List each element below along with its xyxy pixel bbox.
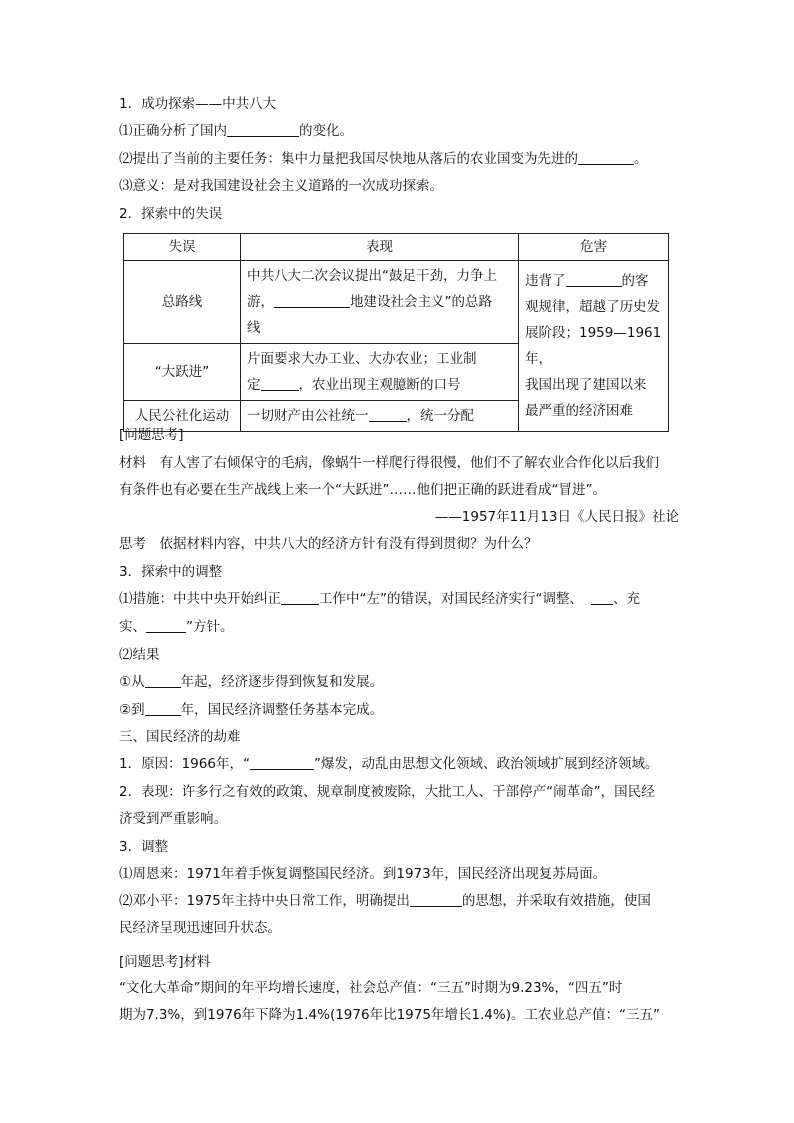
table-header: 表现 <box>241 234 519 261</box>
fill-blank[interactable] <box>145 673 181 688</box>
mistakes-table <box>123 233 669 432</box>
section-title-adjustment: 3．探索中的调整 <box>119 564 223 580</box>
fill-blank[interactable] <box>261 376 299 391</box>
material-text: 期为7.3%，到1976年下降为1.4%(1976年比1975年增长1.4%)。工农业总产值：“三五” <box>119 1007 660 1023</box>
question-label: [问题思考]材料 <box>119 954 211 970</box>
material-text: 有条件也有必要在生产战线上来一个“大跃进”……他们把正确的跃进看成“冒进”。 <box>119 482 606 498</box>
fill-blank[interactable] <box>566 272 622 287</box>
material-source: ——1957年11月13日《人民日报》社论 <box>434 509 679 525</box>
item-adjust-title: 3．调整 <box>119 839 169 855</box>
item-manifestation-cont: 济受到严重影响。 <box>119 811 227 827</box>
table-cell: 中共八大二次会议提出“鼓足干劲，力争上 游， 地建设社会主义”的总路 线 <box>241 261 519 344</box>
fill-blank[interactable] <box>145 701 181 716</box>
table-header: 危害 <box>519 234 669 261</box>
fill-blank[interactable] <box>591 590 613 605</box>
item-deng-xiaoping-cont: 民经济呈现迅速回升状态。 <box>119 920 281 936</box>
result-item: ①从 年起，经济逐步得到恢复和发展。 <box>119 674 384 690</box>
item-domestic-analysis: ⑴正确分析了国内 的变化。 <box>119 123 353 139</box>
section-title-mistakes: 2．探索中的失误 <box>119 206 223 222</box>
fill-blank[interactable] <box>369 407 407 422</box>
item-measures-cont: 实、 ”方针。 <box>119 619 234 635</box>
fill-blank[interactable] <box>274 293 350 308</box>
table-cell: 人民公社化运动 <box>124 401 241 432</box>
result-item: ②到 年，国民经济调整任务基本完成。 <box>119 702 384 718</box>
item-measures: ⑴措施：中共中央开始纠正 工作中“左”的错误，对国民经济实行“调整、 、充 <box>119 591 640 607</box>
item-deng-xiaoping: ⑵邓小平：1975年主持中央日常工作，明确提出 的思想，并采取有效措施，使国 <box>119 893 651 909</box>
material-text: 材料 有人害了右倾保守的毛病，像蜗牛一样爬行得很慢，他们不了解农业合作化以后我们 <box>119 455 659 471</box>
table-cell-harm: 违背了 的客 观规律，超越了历史发 展阶段；1959—1961年， 我国出现了建国以来 最严重的经济困难 <box>519 261 669 432</box>
section-title-eighth-congress: 1．成功探索——中共八大 <box>119 96 277 112</box>
fill-blank[interactable] <box>250 755 314 770</box>
table-cell: “大跃进” <box>124 344 241 401</box>
fill-blank[interactable] <box>146 618 186 633</box>
part-title-calamity: 三、国民经济的劫难 <box>119 729 241 745</box>
question-label: [问题思考] <box>119 427 184 443</box>
fill-blank[interactable] <box>578 150 634 165</box>
table-cell: 片面要求大办工业、大办农业；工业制 定 ，农业出现主观臆断的口号 <box>241 344 519 401</box>
item-main-task: ⑵提出了当前的主要任务：集中力量把我国尽快地从落后的农业国变为先进的 。 <box>119 151 648 167</box>
table-cell: 一切财产由公社统一 ，统一分配 <box>241 401 519 432</box>
item-zhou-enlai: ⑴周恩来：1971年着手恢复调整国民经济。到1973年，国民经济出现复苏局面。 <box>119 866 607 882</box>
table-header-row <box>124 234 669 261</box>
fill-blank[interactable] <box>227 122 299 137</box>
fill-blank[interactable] <box>281 590 319 605</box>
fill-blank[interactable] <box>410 892 462 907</box>
table-cell: 总路线 <box>124 261 241 344</box>
think-question: 思考 依据材料内容，中共八大的经济方针有没有得到贯彻？为什么？ <box>119 536 538 552</box>
item-results: ⑵结果 <box>119 647 160 663</box>
table-row <box>124 261 669 344</box>
material-text: “文化大革命”期间的年平均增长速度，社会总产值：“三五”时期为9.23%，“四五”时 <box>119 980 623 996</box>
item-cause: 1．原因：1966年，“ ”爆发，动乱由思想文化领域、政治领域扩展到经济领域。 <box>119 756 659 772</box>
table-header: 失误 <box>124 234 241 261</box>
item-significance: ⑶意义：是对我国建设社会主义道路的一次成功探索。 <box>119 178 443 194</box>
item-manifestation: 2．表现：许多行之有效的政策、规章制度被废除，大批工人、干部停产“闹革命”，国民经 <box>119 784 655 800</box>
